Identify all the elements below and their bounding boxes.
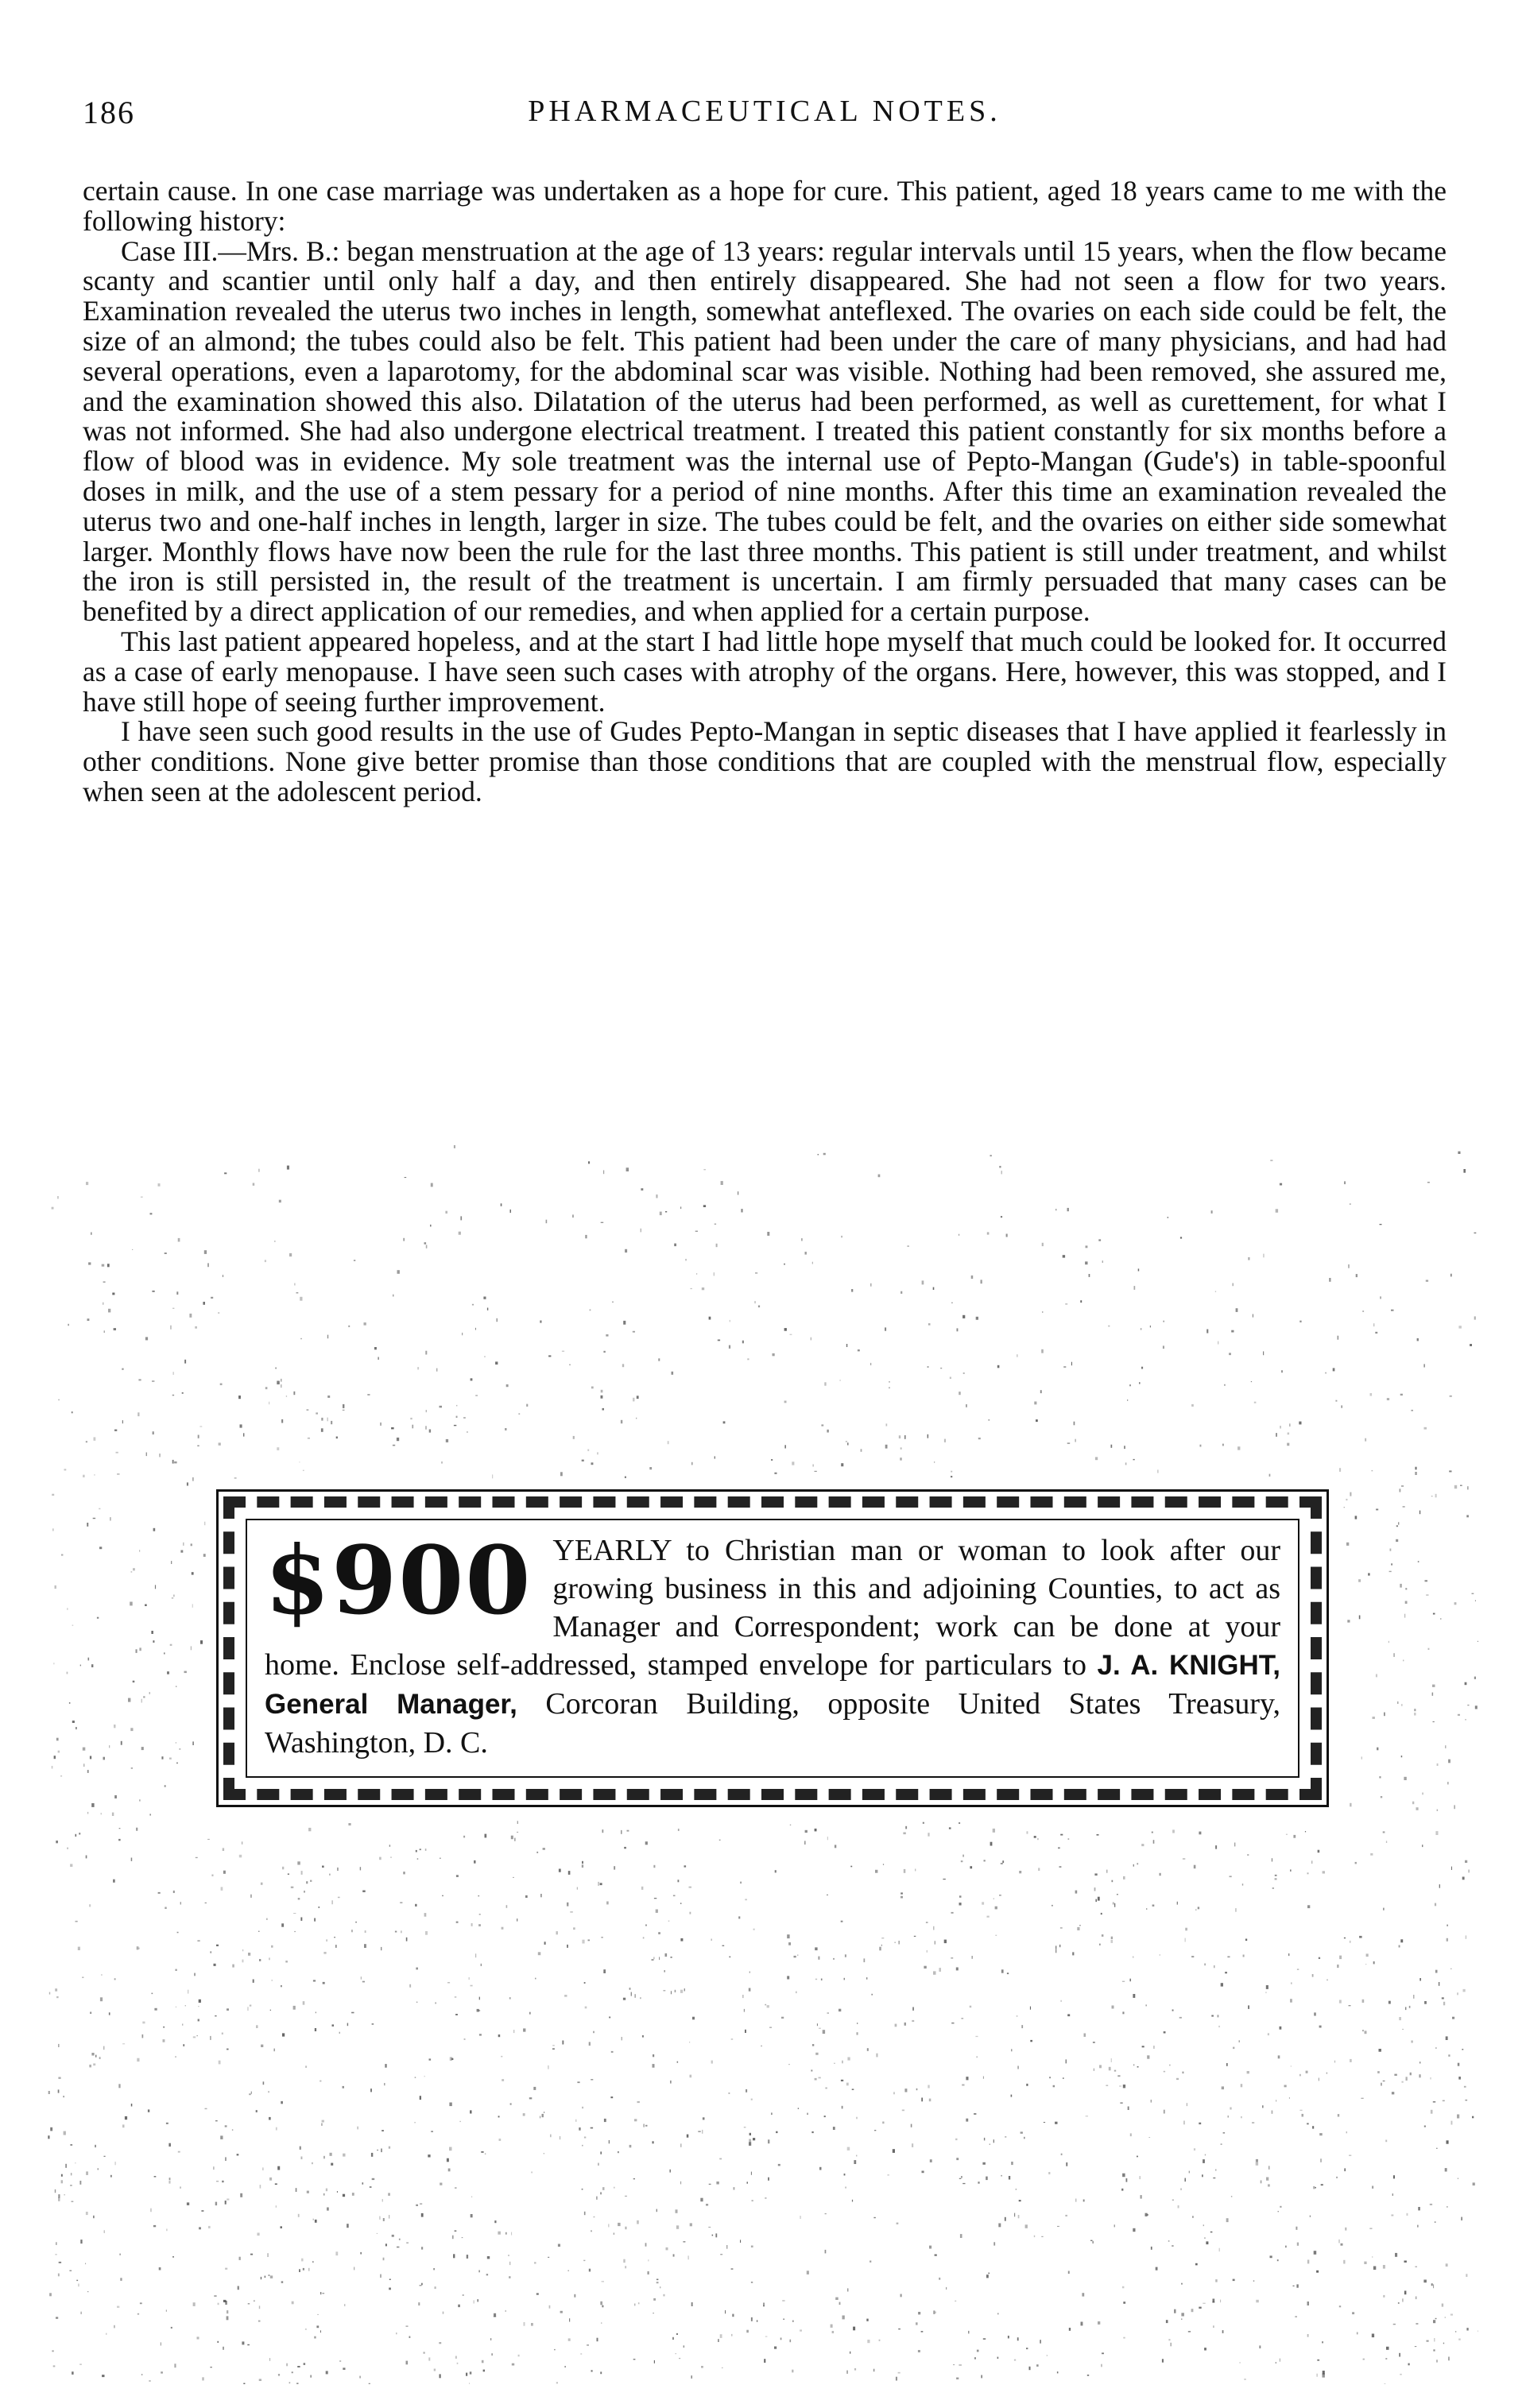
ad-text-address: Corcoran Building, opposite United States Treasury, Washington, D. C. <box>265 1687 1281 1760</box>
paragraph-4: I have seen such good results in the use of Gudes Pepto-Mangan in septic diseases that I have applied it fearlessly in other conditions. None give better promise than those conditions that are coupled with the menstrual flow, especially when seen at the adolescent period. <box>83 715 1447 807</box>
running-title: PHARMACEUTICAL NOTES. <box>528 95 1001 128</box>
advertisement-content <box>246 1519 1299 1778</box>
ad-amount: $900 <box>265 1525 533 1636</box>
page-number: 186 <box>83 95 135 130</box>
ad-contact-name: J. A. KNIGHT, General Manager, <box>265 1650 1280 1720</box>
paragraph-3: This last patient appeared hopeless, and at the start I had little hope myself that much could be looked for. It occurred as a case of early menopause. I have seen such cases with atrophy of the organs. Here, however, this was stopped, and I have still hope of seeing further improvement. <box>83 625 1447 718</box>
ad-text-body: YEARLY to Christian man or woman to look after our growing business in this and adjoining Counties, to act as Manager and Correspondent; work can be done at your home. Enclose self-addressed, stamped envelope for particulars to <box>265 1534 1280 1682</box>
paragraph-1: certain cause. In one case marriage was undertaken as a hope for cure. This patient, aged 18 years came to me with the following history: <box>83 175 1447 237</box>
running-head <box>83 94 1447 141</box>
paragraph-case-history: Case III.—Mrs. B.: began menstruation at the age of 13 years: regular intervals until 15 years, when the flow became scanty and scantier until only half a day, and then entirely disappeared. She had not seen a flow for two years. Examination revealed the uterus two inches in length, somewhat anteflexed. The ovaries on each side could be felt, the size of an almond; the tubes could also be felt. This patient had been under the care of many physicians, and had had several operations, even a laparotomy, for the abdominal scar was visible. Nothing had been removed, she assured me, and the examination showed this also. Dilatation of the uterus had been performed, as well as curettement, for what I was not informed. She had also undergone electrical treatment. I treated this patient constantly for six months before a flow of blood was in evidence. My sole treatment was the internal use of Pepto-Mangan (Gude's) in table-spoonful doses in milk, and the use of a stem pessary for a period of nine months. After this time an examination revealed the uterus two and one-half inches in length, larger in size. The tubes could be felt, and the ovaries on either side somewhat larger. Monthly flows have now been the rule for the last three months. This patient is still under treatment, and whilst the iron is still persisted in, the result of the treatment is uncertain. I am firmly persuaded that many cases can be benefited by a direct application of our remedies, and when applied for a certain purpose. <box>83 234 1447 628</box>
article-body <box>83 176 1447 807</box>
advertisement-box <box>216 1489 1329 1807</box>
